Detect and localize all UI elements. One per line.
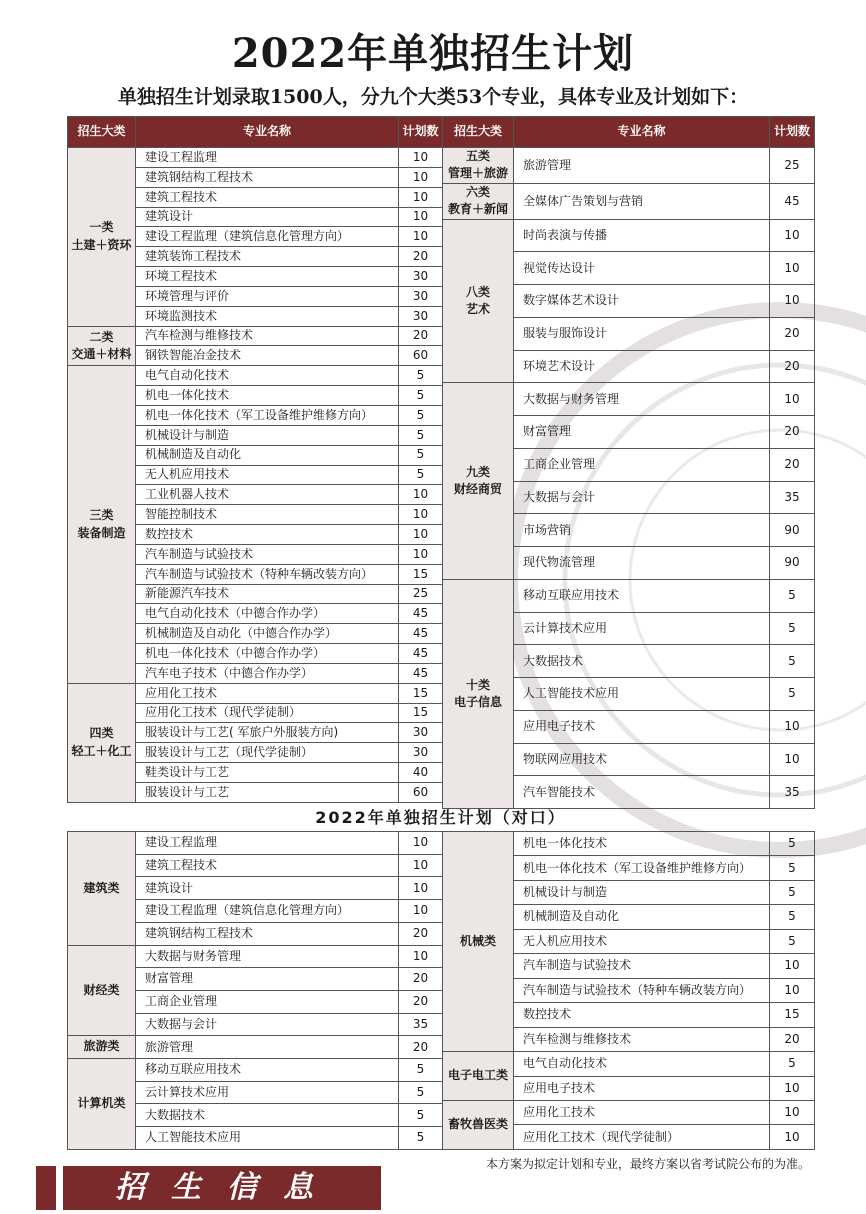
count-cell: 20 [770,1027,815,1051]
category-cell: 三类 装备制造 [68,366,136,684]
major-cell: 服装设计与工艺( 军旅户外服装方向) [136,723,399,743]
count-cell: 15 [399,703,443,723]
table-row [68,148,443,168]
count-cell: 5 [770,929,815,953]
count-cell: 5 [399,445,443,465]
major-cell: 人工智能技术应用 [514,678,770,711]
count-cell: 5 [399,1127,443,1150]
count-cell: 10 [399,900,443,923]
count-cell: 15 [399,564,443,584]
count-cell: 10 [770,383,815,416]
category-cell: 电子电工类 [443,1052,514,1101]
major-cell: 服装与服饰设计 [514,317,770,350]
count-cell: 5 [399,1059,443,1082]
count-cell: 10 [399,505,443,525]
count-cell: 30 [399,286,443,306]
category-cell: 九类 财经商贸 [443,383,514,580]
major-cell: 智能控制技术 [136,505,399,525]
table-row [68,366,443,386]
count-cell: 5 [399,1081,443,1104]
count-cell: 20 [770,416,815,449]
major-cell: 应用化工技术 [514,1100,770,1124]
count-cell: 10 [399,525,443,545]
count-cell: 60 [399,346,443,366]
table-row [68,1036,443,1059]
count-cell: 20 [770,448,815,481]
count-cell: 10 [770,743,815,776]
count-cell: 10 [399,187,443,207]
count-cell: 25 [770,148,815,184]
count-cell: 90 [770,547,815,580]
major-cell: 财富管理 [136,968,399,991]
major-cell: 旅游管理 [136,1036,399,1059]
count-cell: 20 [399,247,443,267]
major-cell: 钢铁智能冶金技术 [136,346,399,366]
major-cell: 电气自动化技术 [514,1052,770,1076]
count-cell: 45 [399,624,443,644]
count-cell: 10 [399,877,443,900]
major-cell: 建筑设计 [136,877,399,900]
category-cell: 二类 交通＋材料 [68,326,136,366]
major-cell: 应用化工技术（现代学徒制） [514,1125,770,1149]
major-cell: 建筑工程技术 [136,187,399,207]
major-cell: 环境工程技术 [136,267,399,287]
page-title: 2022年单独招生计划 [231,30,635,77]
major-cell: 机械设计与制造 [136,425,399,445]
major-cell: 机电一体化技术 [514,832,770,856]
count-cell: 10 [770,285,815,318]
major-cell: 建筑钢结构工程技术 [136,167,399,187]
count-cell: 10 [770,978,815,1002]
major-cell: 全媒体广告策划与营销 [514,183,770,219]
count-cell: 10 [399,148,443,168]
table-row [443,219,815,252]
count-cell: 10 [399,544,443,564]
count-cell: 35 [770,481,815,514]
banner-title: 招生信息 [63,1166,381,1210]
count-cell: 40 [399,763,443,783]
major-cell: 财富管理 [514,416,770,449]
major-cell: 汽车检测与维修技术 [136,326,399,346]
table-row [68,832,443,855]
count-cell: 45 [399,663,443,683]
major-cell: 汽车制造与试验技术（特种车辆改装方向） [514,978,770,1002]
count-cell: 30 [399,743,443,763]
major-cell: 大数据与会计 [136,1013,399,1036]
count-cell: 45 [399,644,443,664]
major-cell: 大数据与会计 [514,481,770,514]
count-cell: 15 [399,683,443,703]
major-cell: 机电一体化技术（中德合作办学） [136,644,399,664]
count-cell: 10 [399,227,443,247]
major-cell: 环境管理与评价 [136,286,399,306]
count-cell: 10 [399,945,443,968]
count-cell: 10 [770,710,815,743]
major-cell: 建设工程监理 [136,148,399,168]
plan-table-right [442,116,815,809]
count-cell: 10 [399,832,443,855]
count-cell: 15 [770,1003,815,1027]
major-cell: 大数据与财务管理 [136,945,399,968]
major-cell: 大数据技术 [136,1104,399,1127]
plan-table-left [67,116,443,803]
major-cell: 数字媒体艺术设计 [514,285,770,318]
footnote: 本方案为拟定计划和专业，最终方案以省考试院公布的为准。 [485,1157,810,1171]
header-major: 专业名称 [136,117,399,148]
count-cell: 5 [770,579,815,612]
category-cell: 五类 管理＋旅游 [443,148,514,184]
header-count: 计划数 [399,117,443,148]
major-cell: 大数据与财务管理 [514,383,770,416]
count-cell: 25 [399,584,443,604]
major-cell: 应用化工技术 [136,683,399,703]
header-category: 招生大类 [68,117,136,148]
count-cell: 60 [399,783,443,803]
count-cell: 5 [399,465,443,485]
count-cell: 10 [399,207,443,227]
count-cell: 45 [399,604,443,624]
table-row [443,183,815,219]
major-cell: 建筑装饰工程技术 [136,247,399,267]
major-cell: 建设工程监理 [136,832,399,855]
category-cell: 机械类 [443,832,514,1052]
major-cell: 人工智能技术应用 [136,1127,399,1150]
count-cell: 5 [399,386,443,406]
major-cell: 机电一体化技术（军工设备维护维修方向） [514,856,770,880]
count-cell: 20 [770,317,815,350]
category-cell: 计算机类 [68,1059,136,1150]
count-cell: 30 [399,267,443,287]
major-cell: 无人机应用技术 [514,929,770,953]
category-cell: 建筑类 [68,832,136,946]
major-cell: 机械制造及自动化 [136,445,399,465]
major-cell: 新能源汽车技术 [136,584,399,604]
major-cell: 时尚表演与传播 [514,219,770,252]
count-cell: 10 [399,485,443,505]
major-cell: 机械制造及自动化（中德合作办学） [136,624,399,644]
banner-accent [36,1166,56,1210]
major-cell: 建设工程监理（建筑信息化管理方向） [136,227,399,247]
table-row [443,579,815,612]
header-count: 计划数 [770,117,815,148]
major-cell: 电气自动化技术 [136,366,399,386]
major-cell: 大数据技术 [514,645,770,678]
count-cell: 10 [770,219,815,252]
major-cell: 服装设计与工艺 [136,783,399,803]
major-cell: 旅游管理 [514,148,770,184]
count-cell: 20 [399,922,443,945]
count-cell: 20 [399,990,443,1013]
count-cell: 20 [399,326,443,346]
count-cell: 30 [399,306,443,326]
major-cell: 服装设计与工艺（现代学徒制） [136,743,399,763]
table-row [68,683,443,703]
major-cell: 数控技术 [514,1003,770,1027]
major-cell: 建筑工程技术 [136,854,399,877]
category-cell: 八类 艺术 [443,219,514,383]
table-row [443,148,815,184]
major-cell: 数控技术 [136,525,399,545]
count-cell: 35 [399,1013,443,1036]
major-cell: 机电一体化技术（军工设备维护维修方向） [136,405,399,425]
major-cell: 现代物流管理 [514,547,770,580]
category-cell: 四类 轻工＋化工 [68,683,136,802]
count-cell: 5 [399,425,443,445]
major-cell: 云计算技术应用 [514,612,770,645]
category-cell: 财经类 [68,945,136,1036]
major-cell: 工商企业管理 [514,448,770,481]
table-row [68,945,443,968]
major-cell: 机械制造及自动化 [514,905,770,929]
major-cell: 应用电子技术 [514,710,770,743]
plan-table2-right [442,831,815,1150]
major-cell: 汽车智能技术 [514,776,770,809]
count-cell: 5 [399,405,443,425]
count-cell: 10 [770,252,815,285]
table-row [68,326,443,346]
major-cell: 建筑钢结构工程技术 [136,922,399,945]
major-cell: 鞋类设计与工艺 [136,763,399,783]
table-row [443,1052,815,1076]
count-cell: 5 [770,905,815,929]
major-cell: 市场营销 [514,514,770,547]
count-cell: 5 [399,1104,443,1127]
count-cell: 45 [770,183,815,219]
count-cell: 10 [399,854,443,877]
major-cell: 物联网应用技术 [514,743,770,776]
count-cell: 5 [399,366,443,386]
category-cell: 旅游类 [68,1036,136,1059]
count-cell: 10 [770,1125,815,1149]
count-cell: 30 [399,723,443,743]
major-cell: 机电一体化技术 [136,386,399,406]
category-cell: 十类 电子信息 [443,579,514,808]
major-cell: 工业机器人技术 [136,485,399,505]
major-cell: 环境监测技术 [136,306,399,326]
major-cell: 视觉传达设计 [514,252,770,285]
count-cell: 5 [770,645,815,678]
count-cell: 35 [770,776,815,809]
table2-title: 2022年单独招生计划（对口） [315,808,566,827]
count-cell: 20 [399,1036,443,1059]
major-cell: 汽车制造与试验技术（特种车辆改装方向） [136,564,399,584]
count-cell: 10 [770,954,815,978]
count-cell: 5 [770,1052,815,1076]
count-cell: 10 [770,1076,815,1100]
count-cell: 5 [770,880,815,904]
page-subtitle: 单独招生计划录取1500人，分九个大类53个专业，具体专业及计划如下： [117,86,749,108]
category-cell: 一类 土建＋资环 [68,148,136,327]
major-cell: 环境艺术设计 [514,350,770,383]
table-row [443,1100,815,1124]
count-cell: 5 [770,678,815,711]
major-cell: 无人机应用技术 [136,465,399,485]
category-cell: 畜牧兽医类 [443,1100,514,1149]
major-cell: 汽车制造与试验技术 [136,544,399,564]
major-cell: 云计算技术应用 [136,1081,399,1104]
major-cell: 建设工程监理（建筑信息化管理方向） [136,900,399,923]
major-cell: 汽车检测与维修技术 [514,1027,770,1051]
major-cell: 机械设计与制造 [514,880,770,904]
count-cell: 5 [770,856,815,880]
major-cell: 应用电子技术 [514,1076,770,1100]
count-cell: 90 [770,514,815,547]
major-cell: 汽车制造与试验技术 [514,954,770,978]
table-row [443,832,815,856]
major-cell: 工商企业管理 [136,990,399,1013]
plan-table2-left [67,831,443,1150]
major-cell: 汽车电子技术（中德合作办学） [136,663,399,683]
count-cell: 5 [770,612,815,645]
count-cell: 20 [399,968,443,991]
major-cell: 移动互联应用技术 [136,1059,399,1082]
header-major: 专业名称 [514,117,770,148]
count-cell: 10 [770,1100,815,1124]
count-cell: 5 [770,832,815,856]
count-cell: 10 [399,167,443,187]
header-category: 招生大类 [443,117,514,148]
major-cell: 建筑设计 [136,207,399,227]
count-cell: 20 [770,350,815,383]
major-cell: 移动互联应用技术 [514,579,770,612]
major-cell: 应用化工技术（现代学徒制） [136,703,399,723]
category-cell: 六类 教育＋新闻 [443,183,514,219]
major-cell: 电气自动化技术（中德合作办学） [136,604,399,624]
table-row [443,383,815,416]
table-row [68,1059,443,1082]
